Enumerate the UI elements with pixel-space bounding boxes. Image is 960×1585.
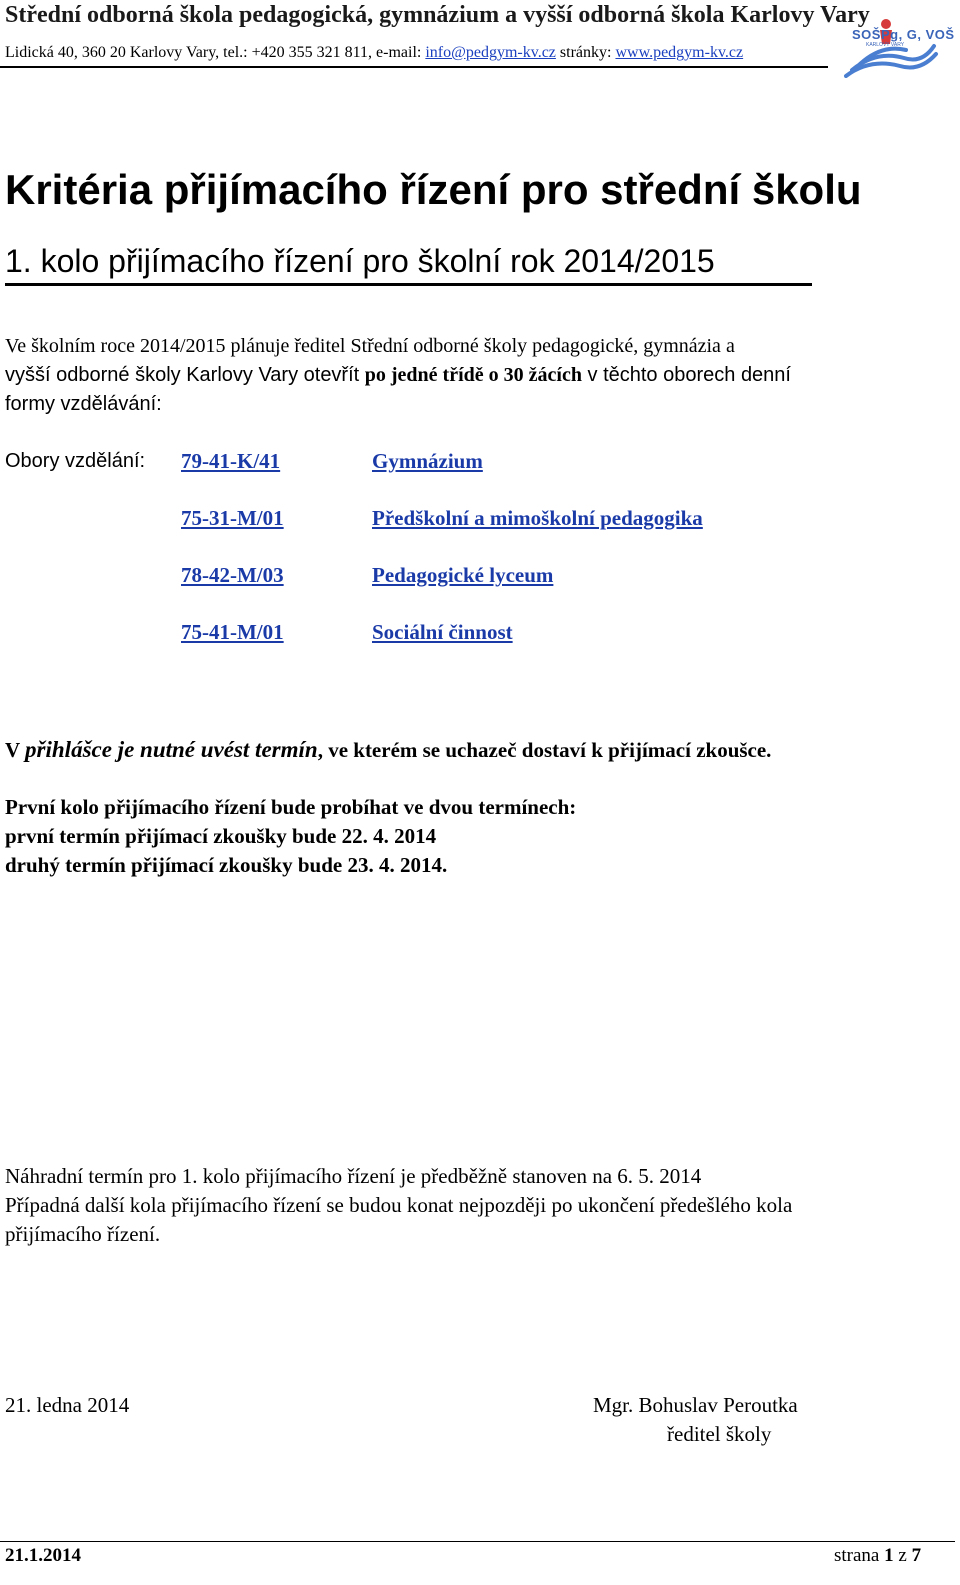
- header-divider: [0, 66, 828, 68]
- round-info-line: první termín přijímací zkoušky bude 22. 4. 2014: [5, 824, 437, 848]
- page-label: strana: [834, 1545, 885, 1566]
- page-current: 1: [884, 1545, 894, 1566]
- instruction-start: V: [5, 738, 26, 762]
- application-instruction: [5, 737, 771, 763]
- field-name-link[interactable]: Předškolní a mimoškolní pedagogika: [372, 506, 703, 530]
- page-total: 7: [911, 1545, 922, 1566]
- main-title: Kritéria přijímacího řízení pro střední školu: [5, 166, 862, 213]
- intro-highlight: po jedné třídě o 30 žácích: [364, 364, 582, 386]
- field-code-link[interactable]: 79-41-K/41: [181, 449, 281, 473]
- page-separator: z: [893, 1545, 912, 1566]
- instruction-end: , ve kterém se uchazeč dostaví k přijímací zkoušce.: [317, 738, 772, 762]
- footer-date: 21.1.2014: [5, 1545, 81, 1566]
- alternate-line: Náhradní termín pro 1. kolo přijímacího řízení je předběžně stanoven na 6. 5. 2014: [5, 1164, 702, 1188]
- footer-divider: [0, 1541, 955, 1542]
- alternate-line: přijímacího řízení.: [5, 1222, 161, 1246]
- field-code-link[interactable]: 75-41-M/01: [181, 620, 284, 644]
- logo-text: SOŠPg, G, VOŠ: [852, 27, 955, 42]
- email-link[interactable]: info@pedgym-kv.cz: [425, 44, 556, 61]
- round-info-line: První kolo přijímacího řízení bude probíhat ve dvou termínech:: [5, 795, 577, 819]
- round-title: 1. kolo přijímacího řízení pro školní rok 2014/2015: [5, 243, 715, 279]
- alternate-line: Případná další kola přijímacího řízení se budou konat nejpozději po ukončení předešlého kola: [5, 1193, 793, 1217]
- round-title-underline: [5, 283, 812, 286]
- address-text: Lidická 40, 360 20 Karlovy Vary, tel.: +420 355 321 811, e-mail:: [5, 44, 426, 61]
- intro-text: vyšší odborné školy Karlovy Vary otevřít: [5, 364, 365, 386]
- intro-line: [5, 364, 791, 387]
- field-code-link[interactable]: 75-31-M/01: [181, 506, 284, 530]
- fields-label: Obory vzdělání:: [5, 450, 146, 472]
- intro-line: formy vzdělávání:: [5, 393, 162, 415]
- page-number: [834, 1545, 921, 1567]
- document-date: 21. ledna 2014: [5, 1393, 130, 1417]
- round-info-line: druhý termín přijímací zkoušky bude 23. 4. 2014.: [5, 853, 448, 877]
- field-code-link[interactable]: 78-42-M/03: [181, 563, 284, 587]
- instruction-emphasis: přihlášce je nutné uvést termín: [25, 737, 318, 762]
- contact-line: [5, 44, 743, 62]
- field-name-link[interactable]: Pedagogické lyceum: [372, 563, 554, 587]
- intro-text: v těchto oborech denní: [581, 364, 791, 386]
- field-name-link[interactable]: Sociální činnost: [372, 620, 513, 644]
- website-link[interactable]: www.pedgym-kv.cz: [615, 44, 744, 61]
- intro-line: Ve školním roce 2014/2015 plánuje ředitel Střední odborné školy pedagogické, gymnázia a: [5, 335, 735, 357]
- logo-subtext: KARLOVY VARY: [866, 42, 905, 48]
- web-label: stránky:: [555, 44, 616, 61]
- school-name: Střední odborná škola pedagogická, gymnázium a vyšší odborná škola Karlovy Vary: [5, 2, 870, 28]
- signer-role: ředitel školy: [667, 1422, 772, 1446]
- field-name-link[interactable]: Gymnázium: [372, 449, 483, 473]
- signer-name: Mgr. Bohuslav Peroutka: [593, 1393, 798, 1417]
